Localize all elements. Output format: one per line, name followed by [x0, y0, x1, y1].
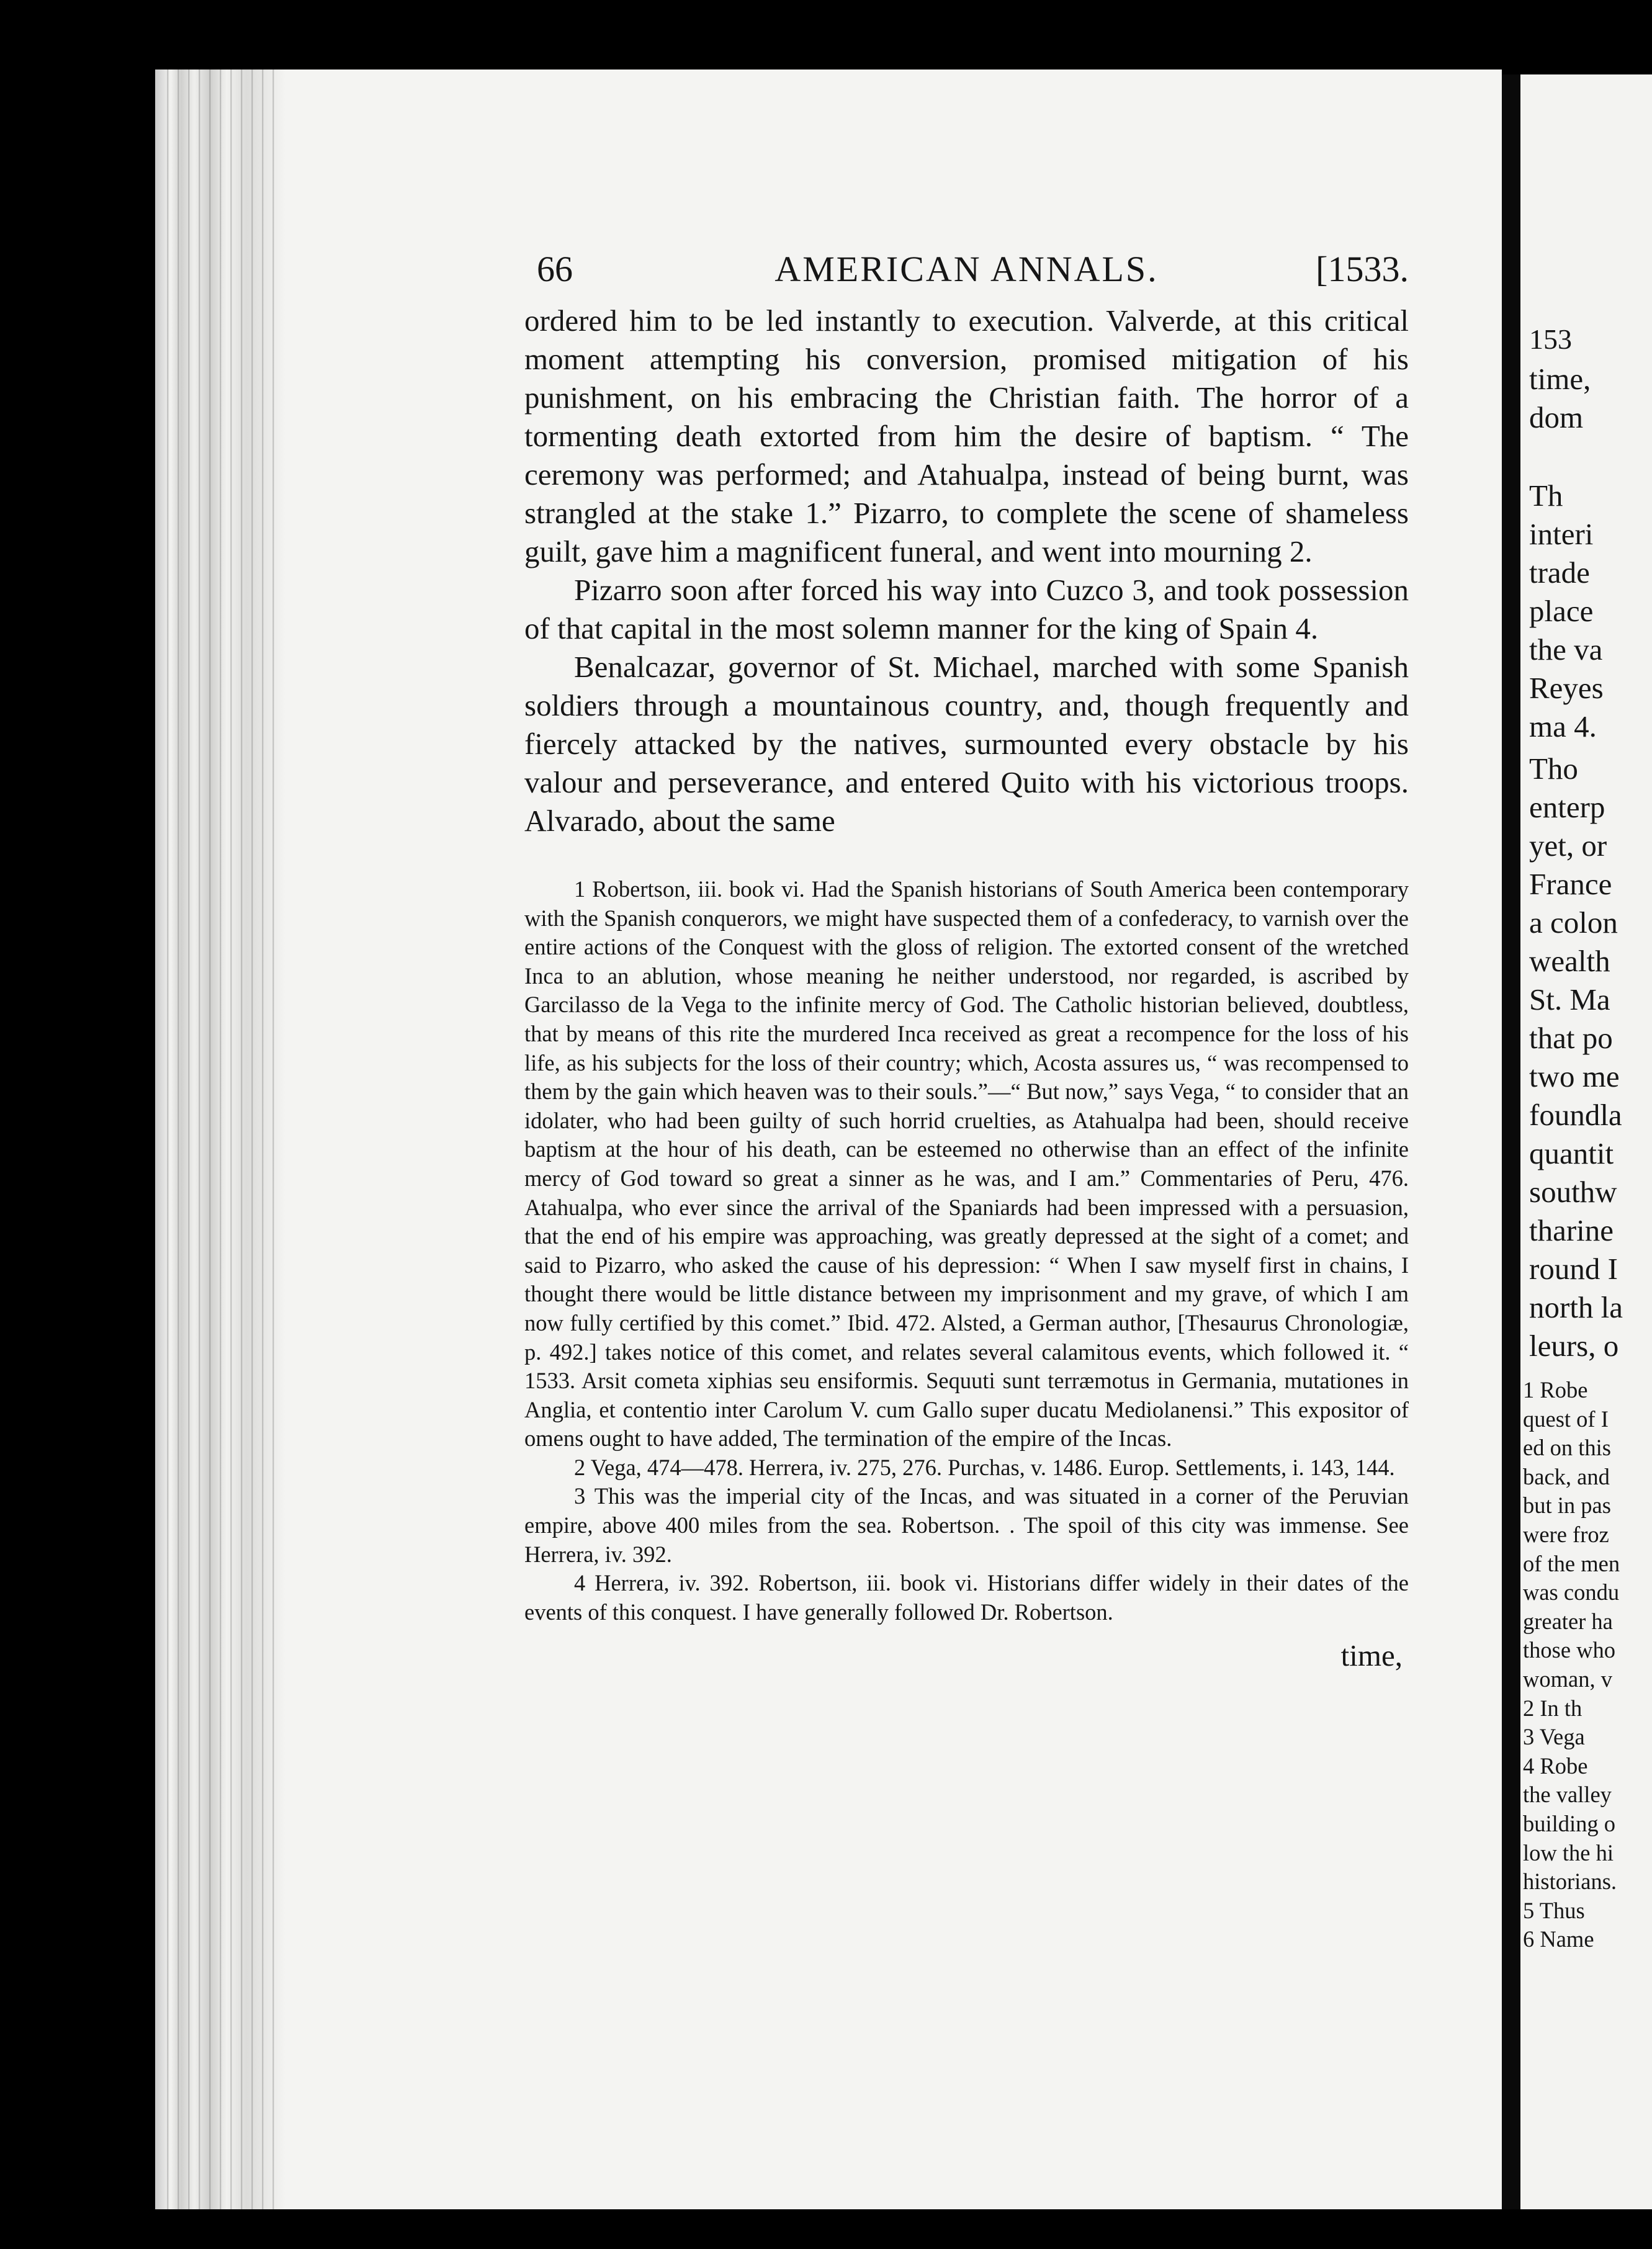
facing-page-note-line: quest of I	[1523, 1406, 1609, 1432]
facing-page-line: the va	[1529, 632, 1603, 667]
running-year: [1533.	[1316, 249, 1409, 289]
paragraph-3: Benalcazar, governor of St. Michael, marched with some Spanish soldiers through a mountainous country, and, though frequently and fiercely attacked by the natives, surmounted every obstacle by his valour and perseverance, and entered Quito with his victorious troops. Alvarado, about the same	[524, 650, 1409, 838]
facing-page-line: trade	[1529, 555, 1590, 590]
footnote-2: 2 Vega, 474—478. Herrera, iv. 275, 276. Purchas, v. 1486. Europ. Settlements, i. 143, 144.	[574, 1454, 1395, 1480]
left-page-text-block	[524, 248, 1409, 1673]
facing-page-note-line: 1 Robe	[1523, 1377, 1588, 1403]
facing-page-line: foundla	[1529, 1098, 1622, 1132]
paragraph-1: ordered him to be led instantly to execution. Valverde, at this critical moment attempting his conversion, promised mitigation of his punishment, on his embracing the Christian faith. The horror of a tormenting death extorted from him the desire of baptism. “ The ceremony was performed; and Atahualpa, instead of being burnt, was strangled at the stake 1.” Pizarro, to complete the scene of shameless guilt, gave him a magnificent funeral, and went into mourning 2.	[524, 303, 1409, 568]
facing-page-note-line: low the hi	[1523, 1839, 1614, 1865]
facing-page-line: southw	[1529, 1175, 1617, 1209]
catchword: time,	[1340, 1638, 1403, 1673]
running-header	[524, 248, 1409, 302]
facing-page-header: 153	[1529, 323, 1572, 355]
facing-page-note-line: back, and	[1523, 1463, 1610, 1489]
footnote-3: 3 This was the imperial city of the Incas, and was situated in a corner of the Peruvian empire, above 400 miles from the sea. Robertson. . The spoil of this city was immense. See Herrera, iv. 392.	[524, 1483, 1409, 1567]
facing-page-note-line: 2 In th	[1523, 1695, 1582, 1721]
facing-page-line: St. Ma	[1529, 982, 1610, 1017]
page-edge-texture	[158, 70, 282, 2209]
facing-page-note-line: 3 Vega	[1523, 1724, 1585, 1750]
facing-page-line: Th	[1529, 478, 1563, 513]
footnotes	[524, 875, 1409, 1627]
scan-border	[0, 2209, 1652, 2249]
footnote-4: 4 Herrera, iv. 392. Robertson, iii. book vi. Historians differ widely in their dates of the events of this conquest. I have generally followed Dr. Robertson.	[524, 1570, 1409, 1625]
facing-page-note-line: 5 Thus	[1523, 1897, 1585, 1923]
facing-page-note-line: ed on this	[1523, 1435, 1611, 1461]
facing-page-line: two me	[1529, 1059, 1620, 1093]
facing-page-line: interi	[1529, 517, 1594, 551]
main-text	[524, 302, 1409, 840]
facing-page-note-line: of the men	[1523, 1550, 1620, 1576]
facing-page-line: enterp	[1529, 790, 1605, 824]
facing-page-line: France	[1529, 867, 1612, 901]
facing-page-line: tharine	[1529, 1213, 1614, 1247]
facing-page-line: leurs, o	[1529, 1329, 1619, 1363]
facing-page-line: Reyes	[1529, 671, 1604, 705]
facing-page-line: Tho	[1529, 752, 1578, 786]
book-spine	[1502, 74, 1520, 2209]
facing-page-note-line: were froz	[1523, 1522, 1609, 1547]
facing-page-line: a colon	[1529, 905, 1618, 940]
facing-page-note-line: 4 Robe	[1523, 1753, 1588, 1779]
paragraph-2: Pizarro soon after forced his way into Cuzco 3, and took possession of that capital in the most solemn manner for the king of Spain 4.	[524, 573, 1409, 645]
facing-page-line: round I	[1529, 1252, 1618, 1286]
facing-page-note-line: greater ha	[1523, 1608, 1613, 1634]
facing-page-line: time,	[1529, 362, 1591, 396]
facing-page-note-line: the valley	[1523, 1782, 1612, 1808]
facing-page-line: north la	[1529, 1290, 1623, 1324]
facing-page-line: dom	[1529, 400, 1584, 434]
facing-page-line: quantit	[1529, 1136, 1614, 1170]
footnote-1: 1 Robertson, iii. book vi. Had the Spanish historians of South America been contemporary with the Spanish conquerors, we might have suspected them of a confederacy, to varnish over the entire actions of the Conquest with the gloss of religion. The extorted consent of the wretched Inca to an ablution, whose meaning he neither understood, nor regarded, is ascribed by Garcilasso de la Vega to the infinite mercy of God. The Catholic historian believed, doubtless, that by means of this rite the murdered Inca received as great a recompence for the loss of his life, as his subjects for the loss of their country; which, Acosta assures us, “ was recompensed to them by the gain which heaven was to their souls.”—“ But now,” says Vega, “ to consider that an idolater, who had been guilty of such horrid cruelties, as Atahualpa had been, should receive baptism at the hour of his death, can be esteemed no otherwise than an effect of the infinite mercy of God toward so great a sinner as he was, and I am.” Commentaries of Peru, 476. Atahualpa, who ever since the arrival of the Spaniards had been impressed with a persuasion, that the end of his empire was approaching, was greatly depressed at the sight of a comet; and said to Pizarro, who asked the cause of his depression: “ When I saw myself first in chains, I thought there would be little distance between my imprisonment and my grave, of which I am now fully certified by this comet.” Ibid. 472. Alsted, a German author, [Thesaurus Chronologiæ, p. 492.] takes notice of this comet, and relates several calamitous events, which followed it. “ 1533. Arsit cometa xiphias seu ensiformis. Sequuti sunt terræmotus in Germania, mutationes in Anglia, et contentio inter Carolum V. cum Gallo super ducatu Mediolanensi.” This expositor of omens ought to have added, The termination of the empire of the Incas.	[524, 876, 1409, 1452]
facing-page-note-line: woman, v	[1523, 1666, 1612, 1692]
facing-page-note-line: but in pas	[1523, 1493, 1611, 1519]
facing-page-note-line: was condu	[1523, 1579, 1620, 1605]
facing-page-line: place	[1529, 594, 1594, 628]
page-number: 66	[537, 249, 573, 289]
facing-page-fragment	[1520, 74, 1652, 2209]
facing-page-note-line: those who	[1523, 1637, 1616, 1663]
running-title: AMERICAN ANNALS.	[774, 249, 1159, 289]
facing-page-line: yet, or	[1529, 828, 1607, 863]
facing-page-note-line: historians.	[1523, 1869, 1617, 1895]
facing-page-line: ma 4.	[1529, 709, 1597, 743]
facing-page-line: wealth	[1529, 944, 1610, 978]
facing-page-note-line: building o	[1523, 1811, 1616, 1836]
facing-page-note-line: 6 Name	[1523, 1926, 1594, 1952]
facing-page-line: that po	[1529, 1021, 1613, 1055]
